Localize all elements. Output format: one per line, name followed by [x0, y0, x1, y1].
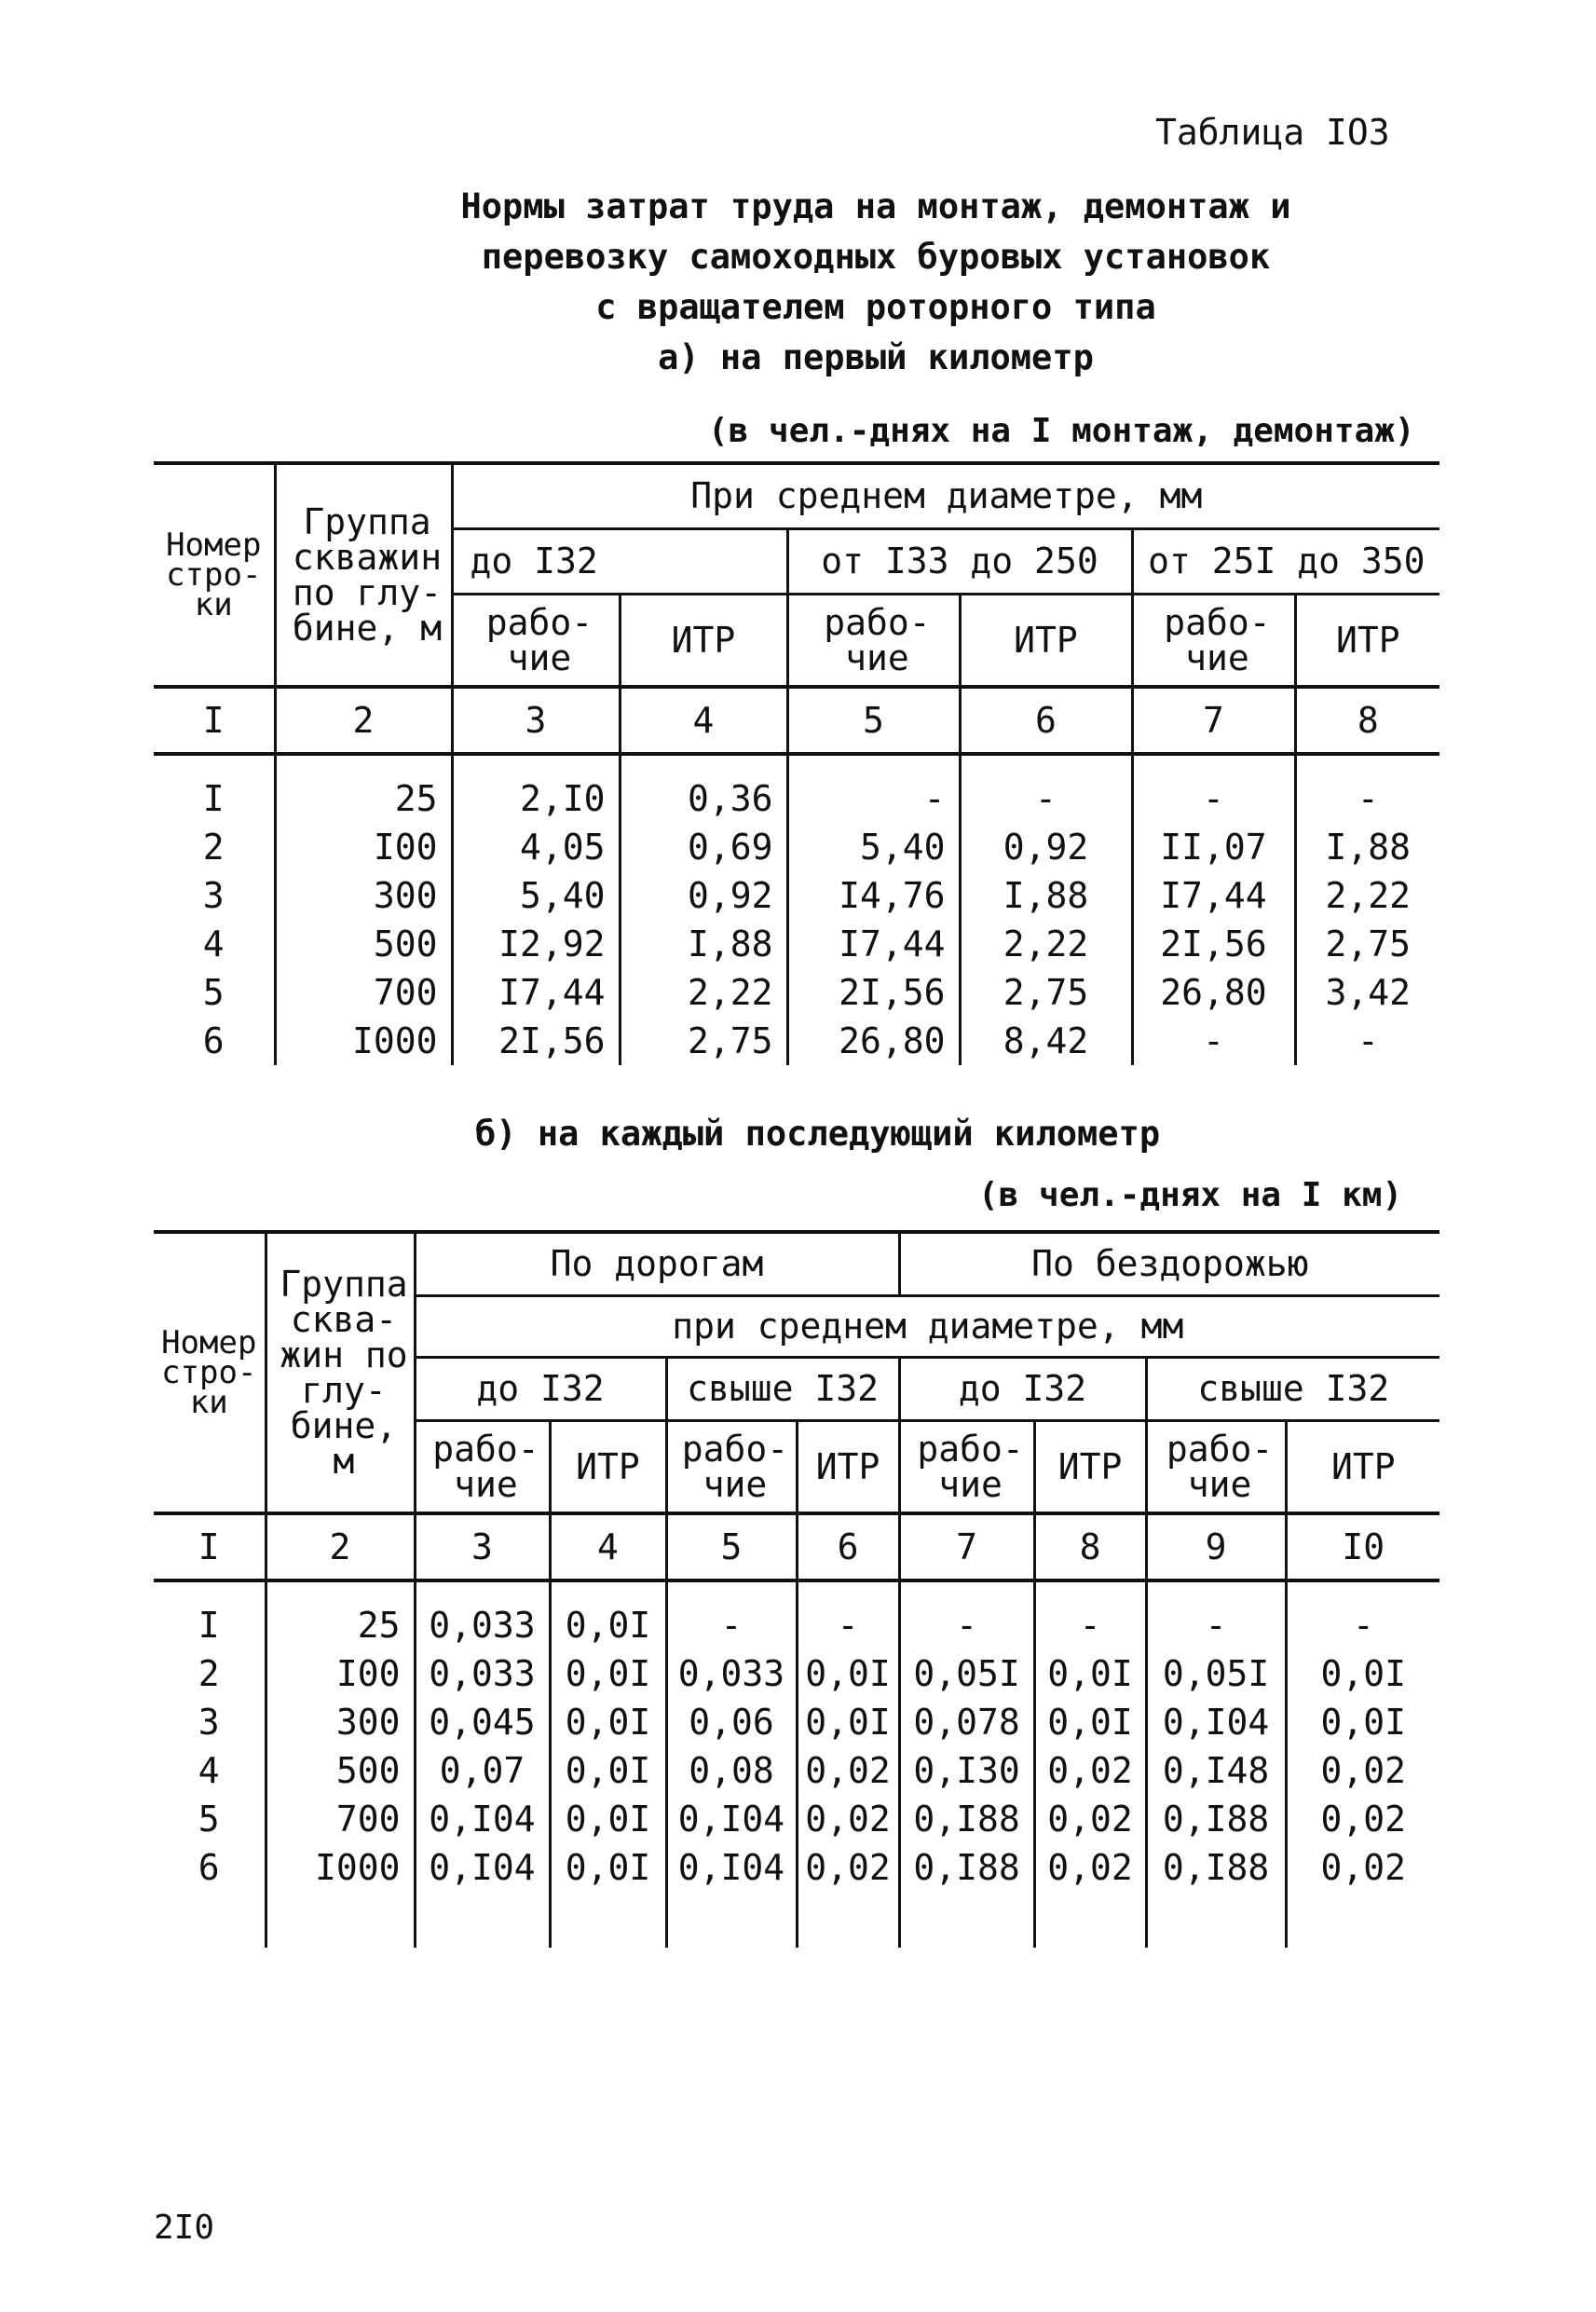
- column-number: 2: [275, 687, 452, 754]
- table-cell: I7,44: [787, 920, 960, 968]
- table-cell: 0,I88: [1146, 1843, 1286, 1892]
- table-cell: 0,0I: [1034, 1649, 1146, 1698]
- column-number: 2: [266, 1513, 415, 1580]
- header-itr: ИТР: [620, 594, 787, 687]
- table-cell: 0,I30: [899, 1746, 1034, 1795]
- column-number: 7: [899, 1513, 1034, 1580]
- table-cell: 0,02: [1034, 1843, 1146, 1892]
- table-cell: 0,I48: [1146, 1746, 1286, 1795]
- table-cell: 6: [154, 1017, 275, 1065]
- table-row: [154, 1649, 1439, 1698]
- title-line-2: перевозку самоходных буровых установок: [481, 237, 1271, 277]
- header-offroad: По бездорожью: [899, 1232, 1439, 1295]
- table-row: [154, 1746, 1439, 1795]
- table-cell: I4,76: [787, 871, 960, 920]
- table-cell: 0,I04: [666, 1843, 797, 1892]
- table-cell: 8,42: [960, 1017, 1132, 1065]
- table-cell: 0,I88: [899, 1795, 1034, 1843]
- table-row: [154, 1601, 1439, 1649]
- table-cell: 0,078: [899, 1698, 1034, 1746]
- table-cell: I00: [275, 823, 452, 871]
- table-cell: 0,0I: [550, 1698, 666, 1746]
- header-depth-group: Группа скважин по глу-бине, м: [275, 463, 452, 687]
- table-cell: 5,40: [787, 823, 960, 871]
- table-cell: I,88: [1295, 823, 1439, 871]
- table-cell: 3: [154, 1698, 266, 1746]
- table-cell: 0,I04: [415, 1795, 550, 1843]
- table-cell: 5: [154, 968, 275, 1017]
- table-cell: 0,02: [797, 1746, 899, 1795]
- table-cell: 0,I04: [1146, 1698, 1286, 1746]
- table-cell: 3,42: [1295, 968, 1439, 1017]
- table-cell: 2I,56: [787, 968, 960, 1017]
- table-cell: 500: [275, 920, 452, 968]
- header-workers: рабо-чие: [452, 594, 620, 687]
- column-number: 5: [787, 687, 960, 754]
- table-cell: 0,0I: [797, 1649, 899, 1698]
- table-cell: 2: [154, 1649, 266, 1698]
- table-cell: 0,69: [620, 823, 787, 871]
- column-number: I: [154, 687, 275, 754]
- table-cell: 0,02: [797, 1843, 899, 1892]
- table-cell: 0,07: [415, 1746, 550, 1795]
- table-row: [154, 1843, 1439, 1892]
- header-itr: ИТР: [1295, 594, 1439, 687]
- header-depth-group: Группа сква-жин по глу-бине, м: [266, 1232, 415, 1513]
- table-cell: 0,045: [415, 1698, 550, 1746]
- table-cell: 0,I88: [899, 1843, 1034, 1892]
- header-row-number: Номер стро-ки: [154, 463, 275, 687]
- table-cell: 0,02: [1286, 1795, 1439, 1843]
- table-a-units: (в чел.-днях на I монтаж, демонтаж): [708, 412, 1415, 450]
- table-cell: II,07: [1132, 823, 1295, 871]
- header-roads: По дорогам: [415, 1232, 899, 1295]
- header-itr: ИТР: [797, 1420, 899, 1513]
- table-row: [154, 920, 1439, 968]
- header-itr: ИТР: [1034, 1420, 1146, 1513]
- table-cell: -: [1132, 1017, 1295, 1065]
- title-line-4: а) на первый километр: [658, 337, 1094, 377]
- column-number: 5: [666, 1513, 797, 1580]
- header-itr: ИТР: [960, 594, 1132, 687]
- table-cell: 2,22: [620, 968, 787, 1017]
- table-cell: 0,0I: [1034, 1698, 1146, 1746]
- table-cell: 0,I04: [666, 1795, 797, 1843]
- table-cell: 0,0I: [1286, 1698, 1439, 1746]
- header-workers: рабо-чие: [415, 1420, 550, 1513]
- table-cell: 4,05: [452, 823, 620, 871]
- table-number: Таблица IO3: [1155, 112, 1390, 153]
- table-cell: 0,033: [666, 1649, 797, 1698]
- table-cell: 26,80: [787, 1017, 960, 1065]
- page-number: 2I0: [154, 2209, 215, 2247]
- table-row: [154, 774, 1439, 823]
- table-cell: I,88: [960, 871, 1132, 920]
- table-cell: 700: [275, 968, 452, 1017]
- table-cell: I: [154, 1601, 266, 1649]
- table-cell: 5: [154, 1795, 266, 1843]
- table-cell: 300: [275, 871, 452, 920]
- table-cell: 3: [154, 871, 275, 920]
- table-cell: 2,75: [1295, 920, 1439, 968]
- column-number: 6: [960, 687, 1132, 754]
- header-range-2: от I33 до 250: [787, 528, 1132, 594]
- table-cell: 2I,56: [452, 1017, 620, 1065]
- table-cell: I7,44: [1132, 871, 1295, 920]
- table-cell: -: [1295, 774, 1439, 823]
- table-cell: 2I,56: [1132, 920, 1295, 968]
- table-cell: -: [960, 774, 1132, 823]
- table-cell: 4: [154, 1746, 266, 1795]
- table-row: [154, 968, 1439, 1017]
- table-cell: 0,I04: [415, 1843, 550, 1892]
- table-cell: -: [1034, 1601, 1146, 1649]
- table-cell: 0,0I: [550, 1746, 666, 1795]
- section-b-subtitle: б) на каждый последующий километр: [475, 1114, 1161, 1154]
- table-cell: -: [797, 1601, 899, 1649]
- header-itr: ИТР: [1286, 1420, 1439, 1513]
- header-workers: рабо-чие: [787, 594, 960, 687]
- table-a: [154, 461, 1439, 1065]
- table-cell: 0,36: [620, 774, 787, 823]
- column-number: 4: [550, 1513, 666, 1580]
- header-range-1: до I32: [415, 1357, 666, 1420]
- table-cell: 2,22: [960, 920, 1132, 968]
- header-range-3: до I32: [899, 1357, 1146, 1420]
- table-cell: I00: [266, 1649, 415, 1698]
- table-cell: -: [787, 774, 960, 823]
- header-diameter: при среднем диаметре, мм: [415, 1295, 1439, 1357]
- header-workers: рабо-чие: [899, 1420, 1034, 1513]
- table-cell: 2: [154, 823, 275, 871]
- table-cell: I000: [266, 1843, 415, 1892]
- title-line-1: Нормы затрат труда на монтаж, демонтаж и: [460, 186, 1291, 226]
- table-cell: 0,033: [415, 1649, 550, 1698]
- column-number: I: [154, 1513, 266, 1580]
- table-cell: 700: [266, 1795, 415, 1843]
- table-cell: 2,I0: [452, 774, 620, 823]
- table-cell: -: [666, 1601, 797, 1649]
- table-cell: 0,02: [1034, 1795, 1146, 1843]
- table-cell: 0,02: [1286, 1843, 1439, 1892]
- header-range-4: свыше I32: [1146, 1357, 1439, 1420]
- header-row-number: Номер стро-ки: [154, 1232, 266, 1513]
- header-workers: рабо-чие: [1146, 1420, 1286, 1513]
- table-cell: 0,05I: [899, 1649, 1034, 1698]
- table-cell: 0,02: [1034, 1746, 1146, 1795]
- column-number: I0: [1286, 1513, 1439, 1580]
- header-range-3: от 25I до 350: [1132, 528, 1439, 594]
- column-number: 8: [1295, 687, 1439, 754]
- table-cell: 2,75: [620, 1017, 787, 1065]
- table-cell: 25: [275, 774, 452, 823]
- table-cell: 0,0I: [797, 1698, 899, 1746]
- table-cell: 500: [266, 1746, 415, 1795]
- header-workers: рабо-чие: [1132, 594, 1295, 687]
- table-cell: -: [1286, 1601, 1439, 1649]
- header-range-1: до I32: [452, 528, 787, 594]
- table-row: [154, 871, 1439, 920]
- table-b: [154, 1230, 1439, 1948]
- column-number: 9: [1146, 1513, 1286, 1580]
- header-itr: ИТР: [550, 1420, 666, 1513]
- table-cell: 300: [266, 1698, 415, 1746]
- header-range-2: свыше I32: [666, 1357, 899, 1420]
- table-cell: 0,I88: [1146, 1795, 1286, 1843]
- table-cell: 0,92: [620, 871, 787, 920]
- table-row: [154, 1795, 1439, 1843]
- column-number: 7: [1132, 687, 1295, 754]
- table-cell: 0,08: [666, 1746, 797, 1795]
- column-number: 3: [452, 687, 620, 754]
- table-cell: 0,0I: [550, 1601, 666, 1649]
- table-cell: 2,75: [960, 968, 1132, 1017]
- table-row: [154, 823, 1439, 871]
- table-cell: 0,92: [960, 823, 1132, 871]
- table-cell: 0,02: [1286, 1746, 1439, 1795]
- table-cell: 0,033: [415, 1601, 550, 1649]
- table-cell: I2,92: [452, 920, 620, 968]
- table-cell: I7,44: [452, 968, 620, 1017]
- table-cell: 4: [154, 920, 275, 968]
- table-cell: 6: [154, 1843, 266, 1892]
- table-cell: -: [1132, 774, 1295, 823]
- table-cell: 0,0I: [1286, 1649, 1439, 1698]
- table-cell: 26,80: [1132, 968, 1295, 1017]
- table-row: [154, 1698, 1439, 1746]
- table-cell: 0,02: [797, 1795, 899, 1843]
- table-cell: 2,22: [1295, 871, 1439, 920]
- column-number: 4: [620, 687, 787, 754]
- header-diameter: При среднем диаметре, мм: [452, 463, 1439, 528]
- table-cell: 0,0I: [550, 1649, 666, 1698]
- table-cell: -: [1295, 1017, 1439, 1065]
- title-line-3: с вращателем роторного типа: [595, 287, 1156, 327]
- table-cell: -: [1146, 1601, 1286, 1649]
- table-cell: 5,40: [452, 871, 620, 920]
- table-cell: 0,05I: [1146, 1649, 1286, 1698]
- column-number: 8: [1034, 1513, 1146, 1580]
- table-b-units: (в чел.-днях на I км): [978, 1176, 1403, 1214]
- column-number: 3: [415, 1513, 550, 1580]
- table-cell: I000: [275, 1017, 452, 1065]
- table-cell: 25: [266, 1601, 415, 1649]
- table-row: [154, 1017, 1439, 1065]
- table-cell: 0,0I: [550, 1795, 666, 1843]
- header-workers: рабо-чие: [666, 1420, 797, 1513]
- table-cell: I,88: [620, 920, 787, 968]
- column-number: 6: [797, 1513, 899, 1580]
- table-cell: 0,0I: [550, 1843, 666, 1892]
- table-cell: 0,06: [666, 1698, 797, 1746]
- table-cell: -: [899, 1601, 1034, 1649]
- table-cell: I: [154, 774, 275, 823]
